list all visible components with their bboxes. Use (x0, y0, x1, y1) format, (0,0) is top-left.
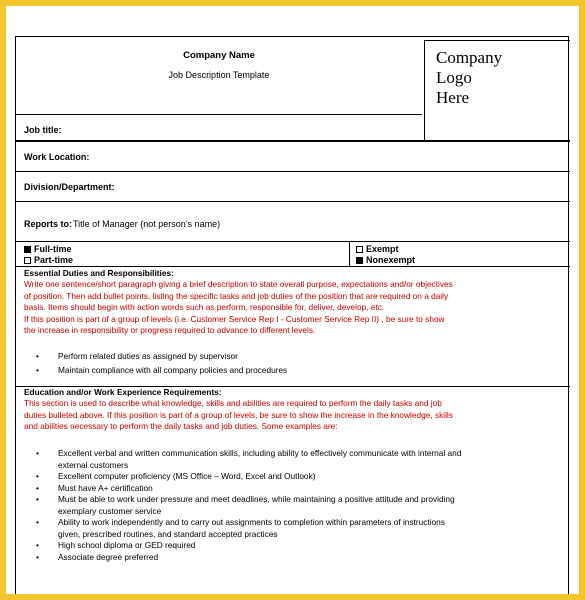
education-section (16, 387, 570, 594)
form-header (16, 37, 422, 115)
list-item-line: • Must be able to work under pressure and meet deadlines, while maintaining a positive attitude and providing (58, 494, 455, 504)
instruction-line: This section is used to describe what knowledge, skills and abilities are required to perform the daily tasks and job (24, 398, 442, 408)
logo-text (436, 48, 546, 108)
reports-to-label: Reports to: (24, 219, 72, 229)
list-item (36, 540, 556, 552)
column-divider (349, 242, 350, 266)
list-item-line: • Associate degree preferred (58, 551, 159, 562)
checked-box-icon (356, 257, 363, 264)
exempt-option[interactable] (356, 244, 399, 254)
empty-box-icon (24, 257, 31, 264)
list-item (36, 552, 556, 564)
list-item (36, 517, 556, 540)
duties-instructions (24, 279, 564, 337)
company-name: Company Name (183, 50, 255, 61)
empty-box-icon (356, 246, 363, 253)
company-logo-placeholder (424, 40, 570, 141)
education-list (36, 448, 556, 563)
list-item-line: given, prescribed routines, and standard accepted practices (58, 528, 278, 539)
logo-line-3: Here (436, 88, 470, 107)
instruction-line: of position. Then add bullet points, listing the specific tasks and job duties of the position that are required on a daily (24, 290, 449, 301)
list-item-line: exemplary customer service (58, 505, 162, 516)
work-location-row (16, 141, 570, 171)
education-title: Education and/or Work Experience Requirements: (24, 387, 222, 397)
part-time-option[interactable] (24, 255, 73, 265)
job-title-row (16, 115, 424, 141)
duties-list (36, 351, 556, 376)
list-item (36, 494, 556, 517)
document-title: Job Description Template (168, 70, 270, 80)
list-item (36, 483, 556, 495)
part-time-label: Part-time (34, 255, 74, 265)
nonexempt-label: Nonexempt (366, 255, 416, 265)
duties-section (16, 268, 570, 386)
list-item (36, 448, 556, 471)
list-item-line: • Ability to work independently and to carry out assignments to completion within parameters of instructions (58, 517, 445, 527)
employment-type-row (16, 242, 570, 267)
list-item (36, 471, 556, 483)
instruction-line: the increase in responsibility or progress required to advance to different levels. (24, 325, 316, 335)
reports-to-value: Title of Manager (not person’s name) (73, 219, 221, 229)
instruction-line: and abilities necessary to perform the daily tasks and job duties. Some examples are: (24, 421, 338, 431)
full-time-option[interactable] (24, 244, 72, 254)
logo-line-2: Logo (436, 68, 472, 87)
list-item-line: • High school diploma or GED required (58, 540, 196, 550)
instruction-line: Write one sentence/short paragraph giving a brief description to state overall purpose, expectations and/or objectives (24, 279, 453, 289)
education-instructions (24, 398, 564, 433)
list-item-line: • Excellent computer proficiency (MS Office – Word, Excel and Outlook) (58, 471, 316, 481)
instruction-line: basis. Items should begin with action words such as perform, responsible for, deliver, develop, etc. (24, 302, 385, 312)
list-item: • Maintain compliance with all company policies and procedures (36, 365, 556, 377)
duties-title: Essential Duties and Responsibilities: (24, 268, 174, 278)
job-description-form (15, 36, 569, 594)
checked-box-icon (24, 246, 31, 253)
list-item-line: • Excellent verbal and written communication skills, including ability to effectively communicate with internal and (58, 448, 462, 458)
instruction-line: If this position is part of a group of levels (i.e. Customer Service Rep I - Customer Service Rep II) , be sure to show (24, 313, 445, 324)
list-item-line: external customers (58, 459, 129, 470)
exempt-label: Exempt (366, 244, 399, 254)
reports-to-row (16, 201, 570, 242)
division-row (16, 171, 570, 201)
logo-line-1: Company (436, 48, 503, 67)
nonexempt-option[interactable] (356, 255, 415, 265)
job-title-label: Job title: (24, 125, 62, 135)
list-item-line: • Must have A+ certification (58, 482, 153, 493)
list-item: • Perform related duties as assigned by supervisor (36, 351, 556, 363)
division-label: Division/Department: (24, 182, 115, 192)
work-location-label: Work Location: (24, 152, 90, 162)
instruction-line: duties bulleted above. If this position is part of a group of levels, be sure to show the increase in the knowledge, skills (24, 409, 453, 420)
document-page (6, 6, 579, 594)
full-time-label: Full-time (34, 244, 72, 254)
